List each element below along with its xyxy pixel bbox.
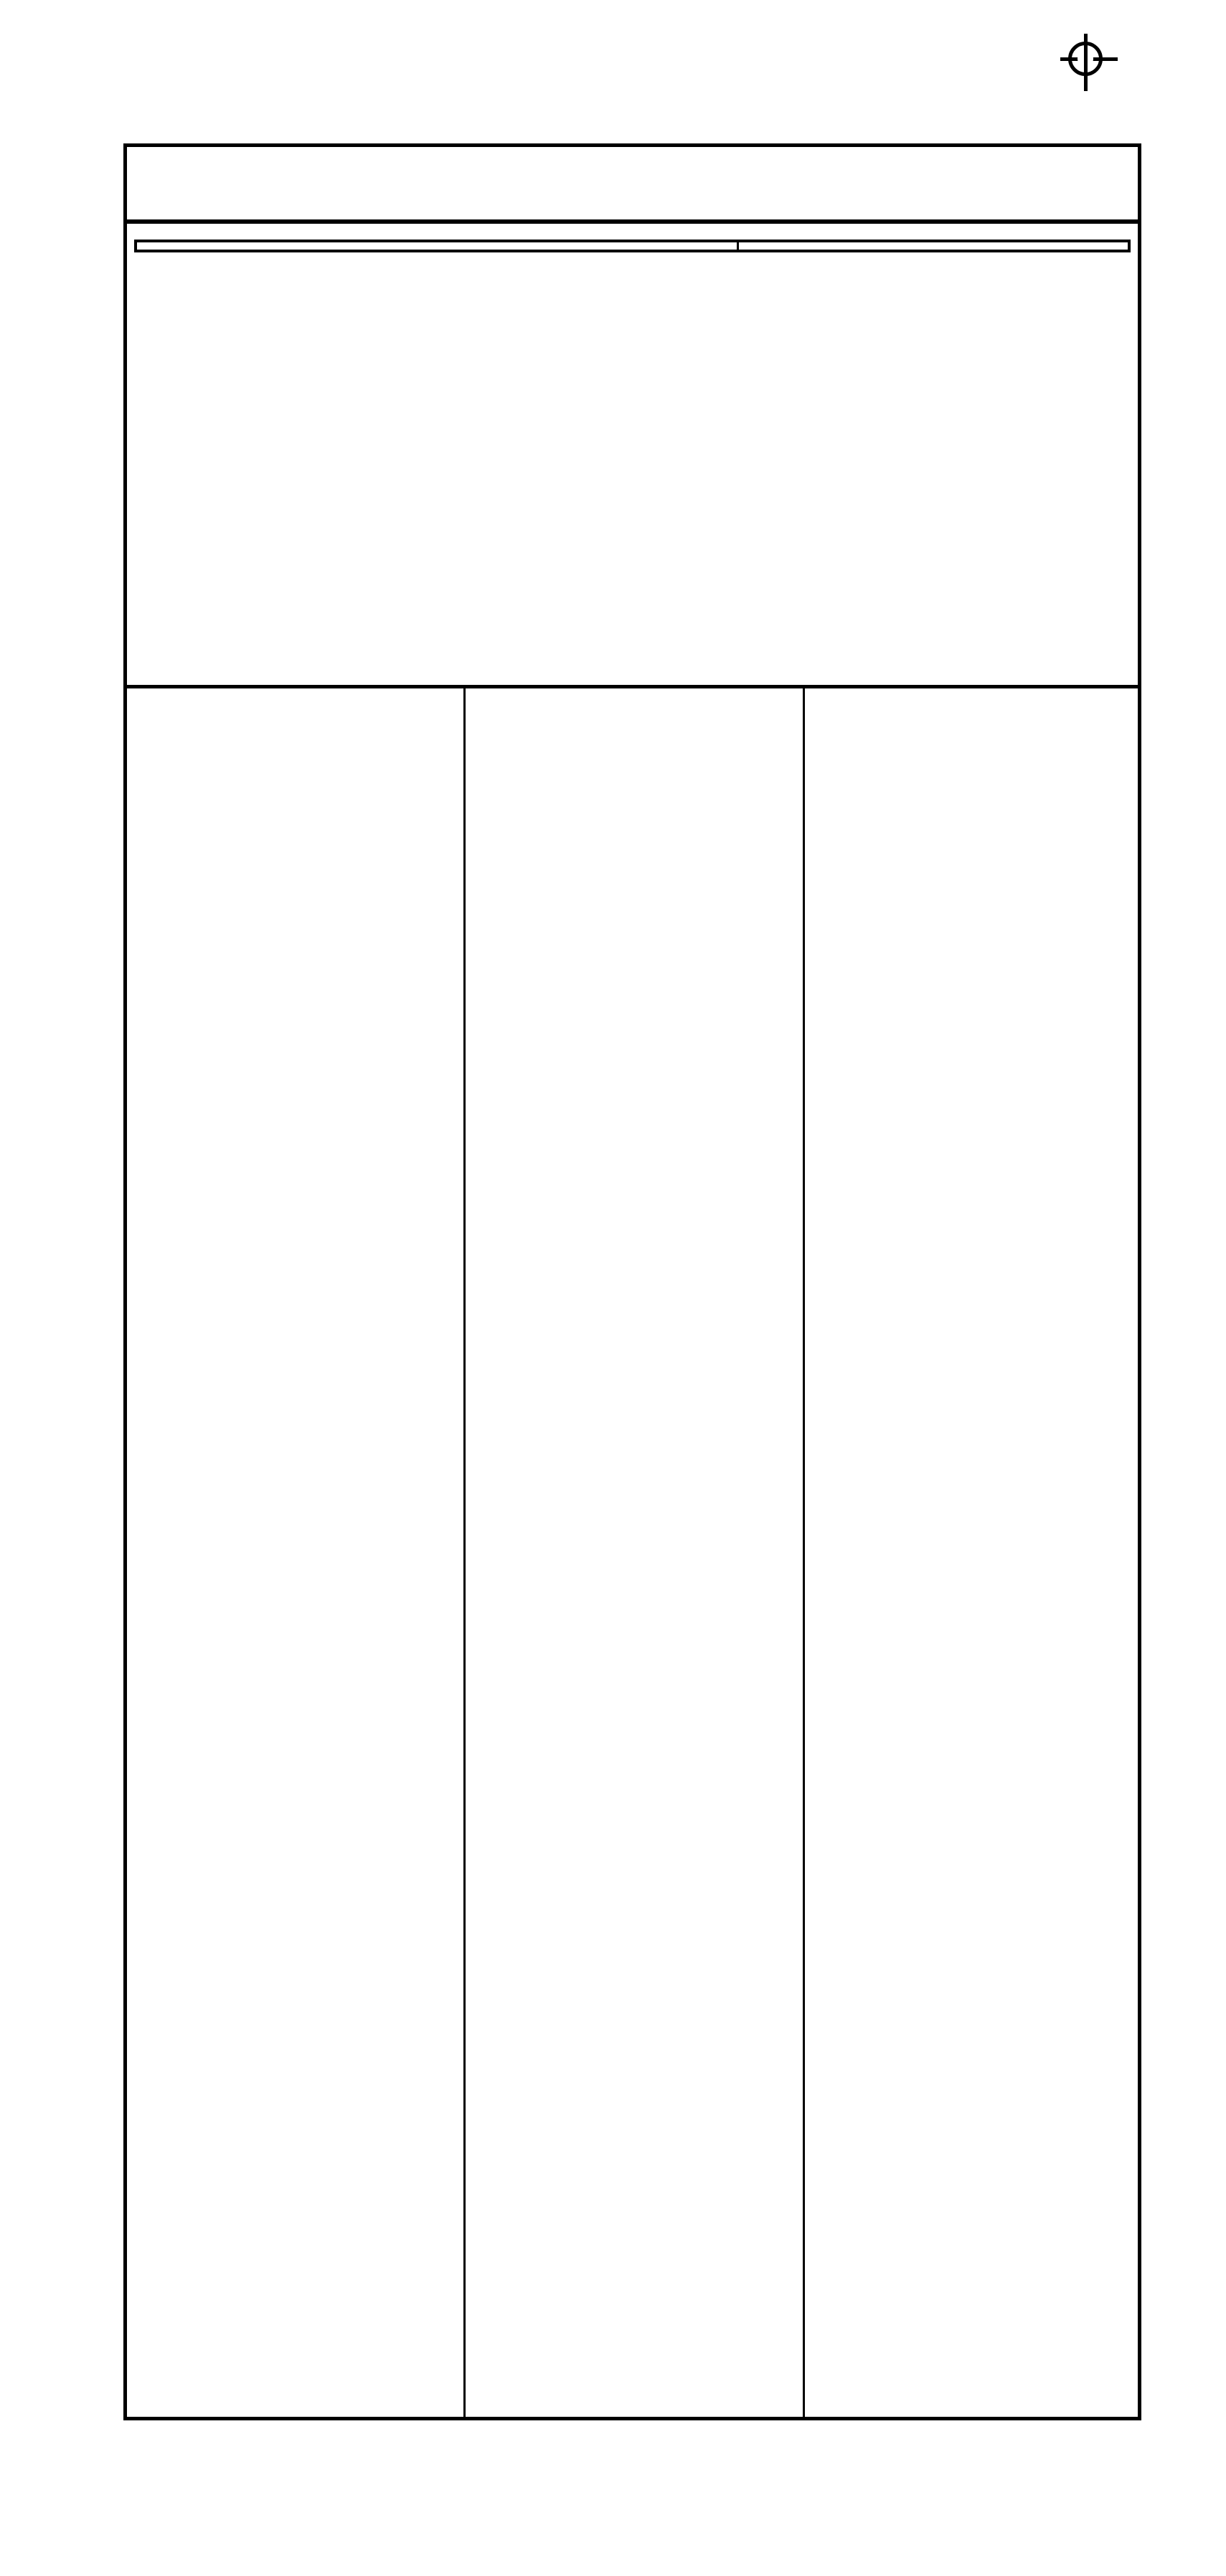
registration-crosshair-icon	[1068, 42, 1103, 76]
warning-instructions	[739, 242, 1128, 250]
voting-instructions-box	[134, 240, 1131, 252]
ballot-column-right	[805, 688, 1138, 2417]
ballot-races	[127, 688, 1138, 2417]
ballot-column-left	[127, 688, 466, 2417]
county-header	[127, 147, 1138, 224]
ballot-content	[123, 143, 1141, 2420]
title-section	[127, 224, 1138, 688]
to-vote-instructions	[137, 242, 739, 250]
ballot-column-middle	[466, 688, 805, 2417]
